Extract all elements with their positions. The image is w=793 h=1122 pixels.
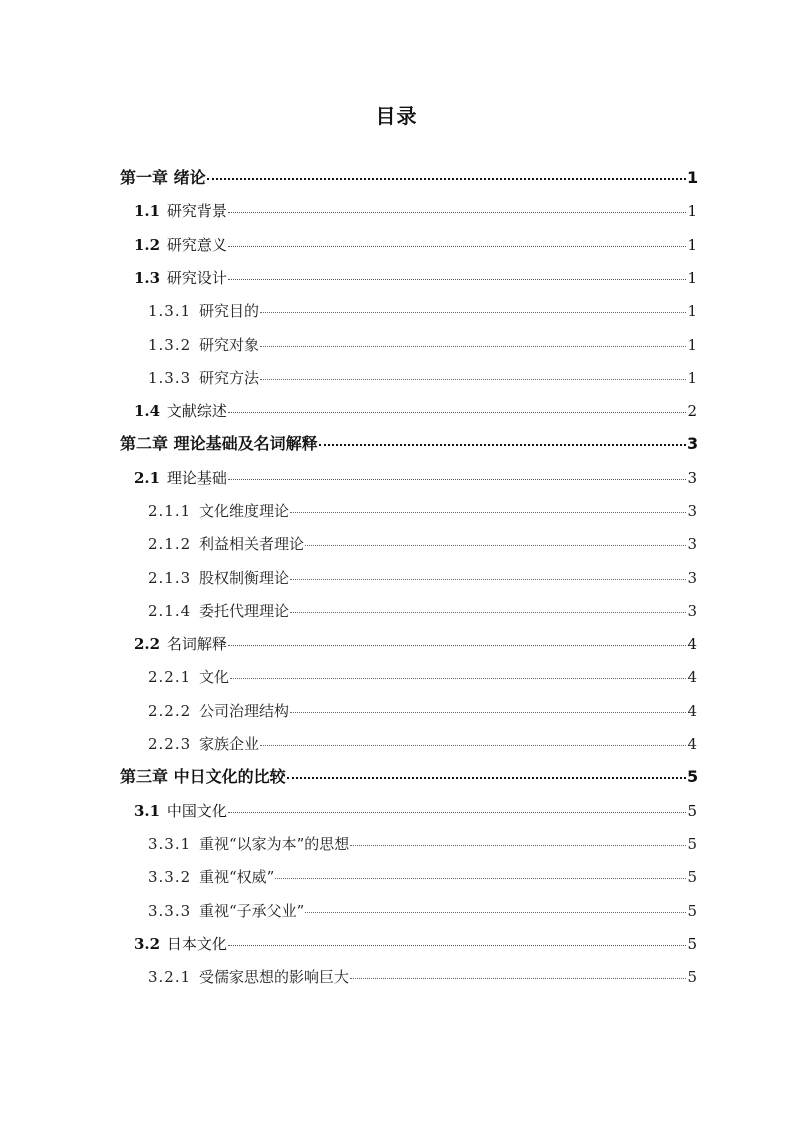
- dot-leader: [228, 812, 686, 813]
- toc-entry[interactable]: [120, 167, 697, 189]
- dot-leader: [350, 845, 686, 846]
- toc-entry-page-number: 5: [687, 802, 697, 820]
- toc-entry-label: [148, 866, 274, 888]
- toc-entry-page-number: 5: [687, 935, 697, 953]
- toc-entry-text: 研究意义: [166, 236, 227, 254]
- toc-entry-text: 受儒家思想的影响巨大: [198, 968, 349, 986]
- toc-entry[interactable]: [134, 800, 697, 822]
- toc-entry-number: 1.1: [134, 202, 161, 220]
- toc-entry-number: 2.1: [134, 469, 161, 487]
- toc-entry-number: 2.1.4: [148, 602, 192, 620]
- toc-entry-label: [148, 700, 289, 722]
- toc-entry-page-number: 2: [687, 402, 697, 420]
- toc-entry[interactable]: [148, 500, 697, 522]
- toc-entry-page-number: 1: [687, 302, 697, 320]
- toc-entry[interactable]: [148, 700, 697, 722]
- dot-leader: [260, 379, 686, 380]
- toc-entry-label: [148, 500, 289, 522]
- toc-entry-text: 公司治理结构: [198, 702, 289, 720]
- toc-entry-text: 日本文化: [166, 935, 227, 953]
- toc-entry-number: 3.2: [134, 935, 161, 953]
- toc-entry-label: [148, 367, 259, 389]
- toc-entry[interactable]: [148, 600, 697, 622]
- toc-entry[interactable]: [148, 367, 697, 389]
- toc-entry-text: 文化维度理论: [198, 502, 289, 520]
- toc-entry-text: 文献综述: [166, 402, 227, 420]
- toc-entry-label: [148, 900, 304, 922]
- dot-leader: [228, 479, 686, 480]
- toc-entry-label: [148, 334, 259, 356]
- toc-entry-page-number: 1: [687, 336, 697, 354]
- toc-entry-number: 3.3.1: [148, 835, 192, 853]
- dot-leader: [228, 279, 686, 280]
- toc-entry-number: 2.2: [134, 635, 161, 653]
- toc-entry-number: 2.2.3: [148, 735, 192, 753]
- toc-entry-text: 研究方法: [198, 369, 259, 387]
- toc-entry-number: 1.3: [134, 269, 161, 287]
- toc-entry-text: 利益相关者理论: [198, 535, 304, 553]
- toc-entry-page-number: 1: [687, 236, 697, 254]
- toc-entry-text: 研究设计: [166, 269, 227, 287]
- toc-entry[interactable]: [148, 300, 697, 322]
- toc-entry-label: [134, 800, 227, 822]
- toc-entry-text: 重视“以家为本”的思想: [198, 835, 350, 853]
- toc-entry-text: 家族企业: [198, 735, 259, 753]
- toc-entry-text: 中国文化: [166, 802, 227, 820]
- dot-leader: [350, 978, 686, 979]
- toc-entry-page-number: 3: [687, 502, 697, 520]
- toc-entry-text: 研究对象: [198, 336, 259, 354]
- toc-entry-page-number: 5: [687, 835, 697, 853]
- toc-entry-page-number: 5: [687, 902, 697, 920]
- dot-leader: [305, 545, 686, 546]
- toc-entry-label: [134, 633, 227, 655]
- dot-leader: [290, 612, 686, 613]
- toc-entry-label: [148, 833, 349, 855]
- toc-entry-label: [148, 533, 304, 555]
- dot-leader: [290, 712, 686, 713]
- toc-entry-text: 股权制衡理论: [198, 569, 289, 587]
- dot-leader: [228, 412, 686, 413]
- dot-leader: [228, 212, 686, 213]
- toc-entry-text: 绪论: [173, 168, 206, 187]
- toc-entry[interactable]: [148, 966, 697, 988]
- toc-entry-number: 1.3.3: [148, 369, 192, 387]
- toc-entry-page-number: 3: [687, 602, 697, 620]
- toc-entry-page-number: 1: [687, 168, 699, 187]
- toc-entry[interactable]: [148, 866, 697, 888]
- toc-entry[interactable]: [120, 766, 697, 788]
- toc-title: 目录: [375, 104, 418, 128]
- toc-entry[interactable]: [148, 533, 697, 555]
- toc-entry-label: [134, 467, 227, 489]
- toc-entry-number: 3.3.3: [148, 902, 192, 920]
- toc-entry[interactable]: [120, 433, 697, 455]
- toc-entry[interactable]: [134, 200, 697, 222]
- toc-entry-label: [148, 733, 259, 755]
- dot-leader: [228, 945, 686, 946]
- toc-entry-page-number: 3: [687, 535, 697, 553]
- toc-entry-number: 3.1: [134, 802, 161, 820]
- toc-entry-label: [120, 167, 206, 189]
- toc-entry-number: 3.2.1: [148, 968, 192, 986]
- toc-entry[interactable]: [148, 900, 697, 922]
- toc-entry-page-number: 5: [687, 968, 697, 986]
- dot-leader: [305, 912, 686, 913]
- dot-leader: [230, 678, 686, 679]
- toc-entry-text: 中日文化的比较: [173, 767, 286, 786]
- toc-entry-number: 2.1.2: [148, 535, 192, 553]
- toc-entry-page-number: 1: [687, 269, 697, 287]
- toc-entry[interactable]: [148, 733, 697, 755]
- toc-entry-text: 名词解释: [166, 635, 227, 653]
- dot-leader: [228, 645, 686, 646]
- toc-entry-text: 研究背景: [166, 202, 227, 220]
- toc-entry-label: [134, 200, 227, 222]
- toc-entry[interactable]: [148, 833, 697, 855]
- toc-entry-text: 研究目的: [198, 302, 259, 320]
- toc-entry-page-number: 3: [687, 569, 697, 587]
- toc-entry-text: 重视“权威”: [198, 868, 275, 886]
- toc-entry[interactable]: [148, 567, 697, 589]
- toc-entry-number: 第一章: [120, 168, 169, 187]
- toc-entry[interactable]: [148, 334, 697, 356]
- toc-entry-number: 1.2: [134, 236, 161, 254]
- dot-leader: [319, 444, 686, 446]
- toc-entry-number: 2.1.3: [148, 569, 192, 587]
- toc-entry-number: 2.2.1: [148, 668, 192, 686]
- dot-leader: [260, 312, 686, 313]
- toc-entry[interactable]: [134, 400, 697, 422]
- toc-entry-page-number: 4: [687, 702, 697, 720]
- toc-entry-page-number: 4: [687, 668, 697, 686]
- toc-entry-text: 理论基础: [166, 469, 227, 487]
- dot-leader: [260, 346, 686, 347]
- toc-entry[interactable]: [134, 234, 697, 256]
- toc-entry-number: 第二章: [120, 434, 169, 453]
- toc-entry[interactable]: [134, 467, 697, 489]
- toc-entry-number: 1.3.2: [148, 336, 192, 354]
- toc-entry-page-number: 4: [687, 735, 697, 753]
- toc-entry-page-number: 4: [687, 635, 697, 653]
- toc-entry-label: [148, 567, 289, 589]
- toc-entry[interactable]: [134, 267, 697, 289]
- toc-entry[interactable]: [134, 933, 697, 955]
- toc-entry-page-number: 5: [687, 868, 697, 886]
- toc-entry-number: 1.3.1: [148, 302, 192, 320]
- toc-entry-label: [148, 300, 259, 322]
- toc-entry-label: [134, 933, 227, 955]
- toc-entry-page-number: 3: [687, 434, 699, 453]
- toc-entry-label: [120, 433, 318, 455]
- toc-entry-number: 2.1.1: [148, 502, 192, 520]
- toc-entry-text: 重视“子承父业”: [198, 902, 305, 920]
- toc-entry-label: [134, 234, 227, 256]
- toc-entry[interactable]: [148, 666, 697, 688]
- toc-entry-label: [134, 400, 227, 422]
- toc-entry-number: 3.3.2: [148, 868, 192, 886]
- toc-entry-label: [134, 267, 227, 289]
- toc-entry-number: 第三章: [120, 767, 169, 786]
- toc-entry-text: 委托代理理论: [198, 602, 289, 620]
- toc-entry-page-number: 1: [687, 202, 697, 220]
- toc-entry-label: [120, 766, 286, 788]
- dot-leader: [275, 878, 686, 879]
- dot-leader: [207, 178, 686, 180]
- toc-entry-page-number: 5: [687, 767, 699, 786]
- toc-entry-text: 理论基础及名词解释: [173, 434, 318, 453]
- toc-entry-page-number: 3: [687, 469, 697, 487]
- toc-entry-number: 2.2.2: [148, 702, 192, 720]
- toc-entry-page-number: 1: [687, 369, 697, 387]
- dot-leader: [260, 745, 686, 746]
- dot-leader: [290, 512, 686, 513]
- dot-leader: [287, 777, 686, 779]
- toc-entry-number: 1.4: [134, 402, 161, 420]
- toc-entry[interactable]: [134, 633, 697, 655]
- toc-entry-label: [148, 666, 229, 688]
- toc-entry-label: [148, 966, 349, 988]
- dot-leader: [290, 579, 686, 580]
- toc-entry-text: 文化: [198, 668, 229, 686]
- toc-entry-label: [148, 600, 289, 622]
- dot-leader: [228, 246, 686, 247]
